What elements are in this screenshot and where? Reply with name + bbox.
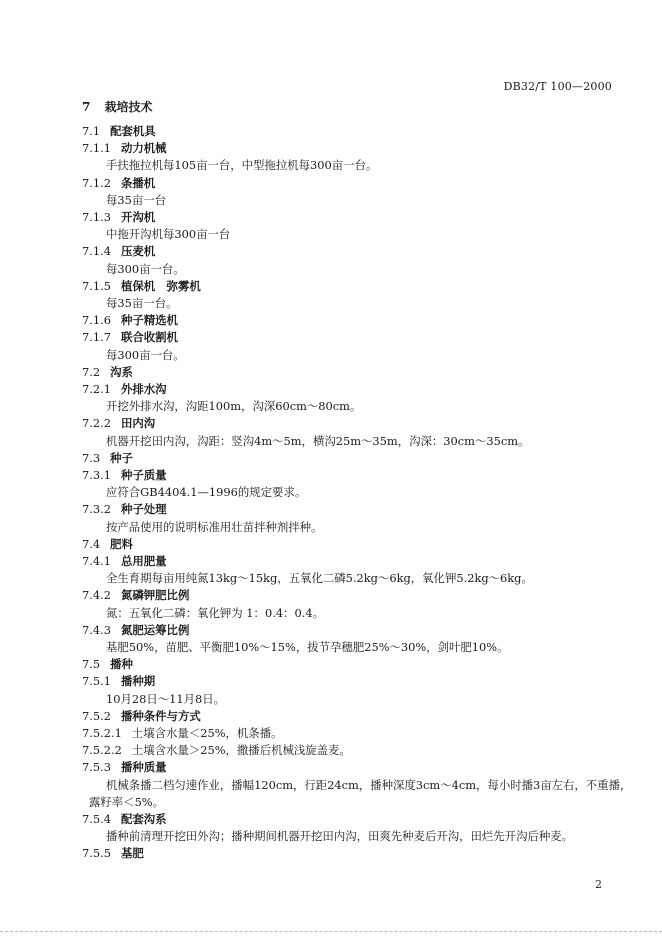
section-number: 7.2.1 <box>82 382 111 396</box>
section-title: 条播机 <box>120 175 156 190</box>
section-title: 播种条件与方式 <box>120 708 201 723</box>
body-text-line: 播种前清理开挖田外沟；播种期间机器开挖田内沟，田爽先种麦后开沟，田烂先开沟后种麦。 <box>106 829 574 844</box>
body-text-line: 机器开挖田内沟，沟距：竖沟4m～5m，横沟25m～35m，沟深：30cm～35cm。 <box>106 433 530 448</box>
section-number: 7.5.2.1 <box>82 726 122 740</box>
section-title: 种子 <box>110 450 133 465</box>
body-text-line: 应符合GB4404.1—1996的规定要求。 <box>106 485 307 500</box>
body-text-line: 露籽率＜5%。 <box>89 794 165 809</box>
section-line <box>82 760 167 774</box>
body-text-line: 全生育期每亩用纯氮13kg～15kg，五氧化二磷5.2kg～6kg，氧化钾5.2kg～6kg。 <box>106 571 533 586</box>
body-text-line: 每300亩一台。 <box>106 347 185 362</box>
section-number: 7.1.3 <box>82 210 111 224</box>
body-text-line: 每35亩一台 <box>106 192 167 207</box>
section-number: 7.3.1 <box>82 468 111 482</box>
section-number: 7.5.2 <box>82 708 111 723</box>
section-line <box>82 846 144 860</box>
section-number: 7.4 <box>82 536 101 551</box>
section-number: 7.4.1 <box>82 554 111 568</box>
section-number: 7.3 <box>82 450 101 465</box>
section-title: 种子处理 <box>120 502 167 517</box>
section-line <box>82 382 167 396</box>
section-number: 7.2.2 <box>82 416 111 431</box>
section-line <box>82 141 167 155</box>
chapter-heading <box>82 98 153 115</box>
section-line <box>82 657 133 671</box>
section-line <box>82 812 167 826</box>
body-text-line: 每35亩一台。 <box>106 296 178 310</box>
section-title: 压麦机 <box>120 244 156 259</box>
section-number: 7.1.4 <box>82 244 111 259</box>
section-number: 7.1.1 <box>82 141 111 156</box>
body-text-line: 每300亩一台。 <box>106 261 185 276</box>
section-number: 7.5.3 <box>82 760 111 775</box>
section-title: 沟系 <box>110 364 133 379</box>
section-line <box>82 588 189 602</box>
section-title: 氮肥运筹比例 <box>120 622 190 637</box>
section-line <box>82 279 201 293</box>
section-title: 配套沟系 <box>120 812 167 826</box>
header-standard-code: DB32/T 100—2000 <box>503 80 612 93</box>
section-title: 播种 <box>110 657 133 672</box>
page-number: 2 <box>595 878 602 891</box>
section-number: 7.4.2 <box>82 588 111 603</box>
section-line <box>82 468 167 482</box>
section-title: 种子质量 <box>120 468 167 482</box>
section-number: 7.1.5 <box>82 278 111 293</box>
body-text-line: 开挖外排水沟，沟距100m，沟深60cm～80cm。 <box>106 399 362 414</box>
body-text-line: 中拖开沟机每300亩一台 <box>106 227 231 242</box>
section-number: 7.5 <box>82 657 101 672</box>
body-text-line: 10月28日～11月8日。 <box>106 691 226 706</box>
section-number: 7.1 <box>82 124 101 138</box>
body-text-line: 氮：五氧化二磷：氧化钾为 1：0.4：0.4。 <box>106 605 324 620</box>
section-line <box>82 244 155 258</box>
section-line <box>82 416 155 430</box>
bottom-rule <box>0 931 662 932</box>
section-line <box>82 124 156 138</box>
section-line <box>82 451 133 465</box>
chapter-title: 栽培技术 <box>104 100 153 114</box>
section-line <box>82 313 178 327</box>
body-text-line: 基肥50%，苗肥、平衡肥10%～15%，拔节孕穗肥25%～30%，剑叶肥10%。 <box>106 640 509 654</box>
section-title: 总用肥量 <box>120 554 167 568</box>
section-number: 7.1.7 <box>82 330 111 345</box>
section-title: 氮磷钾肥比例 <box>120 588 190 603</box>
section-title: 联合收割机 <box>120 330 178 345</box>
body-text-line: 按产品使用的说明标准用壮苗拌种剂拌种。 <box>106 519 323 534</box>
section-title: 种子精选机 <box>120 313 178 328</box>
section-title: 开沟机 <box>120 210 156 224</box>
section-number: 7.2 <box>82 364 101 379</box>
section-number: 7.5.1 <box>82 674 111 689</box>
section-line <box>82 554 167 568</box>
section-line <box>82 743 351 757</box>
section-number: 7.3.2 <box>82 502 111 517</box>
body-text-line: 机械条播二档匀速作业，播幅120cm，行距24cm，播种深度3cm～4cm，每小时播3亩左右，不重播， <box>106 777 632 792</box>
section-title: 播种质量 <box>120 760 167 775</box>
section-title: 播种期 <box>120 674 156 689</box>
section-line <box>82 674 155 688</box>
section-title: 基肥 <box>120 846 144 861</box>
section-number: 7.5.4 <box>82 812 111 826</box>
section-line <box>82 623 189 637</box>
section-title: 配套机具 <box>110 124 156 138</box>
body-text-line: 手扶拖拉机每105亩一台，中型拖拉机每300亩一台。 <box>106 158 378 173</box>
section-line <box>82 176 155 190</box>
section-text: 土壤含水量＜25%，机条播。 <box>131 726 283 740</box>
section-text: 土壤含水量＞25%，撒播后机械浅旋盖麦。 <box>131 743 351 758</box>
section-title: 动力机械 <box>120 141 167 156</box>
section-line <box>82 210 155 224</box>
section-title: 植保机 弥雾机 <box>120 278 201 293</box>
section-number: 7.5.5 <box>82 846 111 861</box>
section-number: 7.1.2 <box>82 175 111 190</box>
section-title: 田内沟 <box>120 416 156 431</box>
section-number: 7.4.3 <box>82 622 111 637</box>
section-line <box>82 709 201 723</box>
section-line <box>82 365 133 379</box>
section-line <box>82 502 167 516</box>
section-line <box>82 726 282 740</box>
section-line <box>82 330 178 344</box>
section-line <box>82 537 133 551</box>
section-number: 7.1.6 <box>82 313 111 328</box>
section-title: 肥料 <box>110 536 133 551</box>
chapter-number: 7 <box>82 100 91 114</box>
section-number: 7.5.2.2 <box>82 743 122 758</box>
section-title: 外排水沟 <box>120 382 167 396</box>
